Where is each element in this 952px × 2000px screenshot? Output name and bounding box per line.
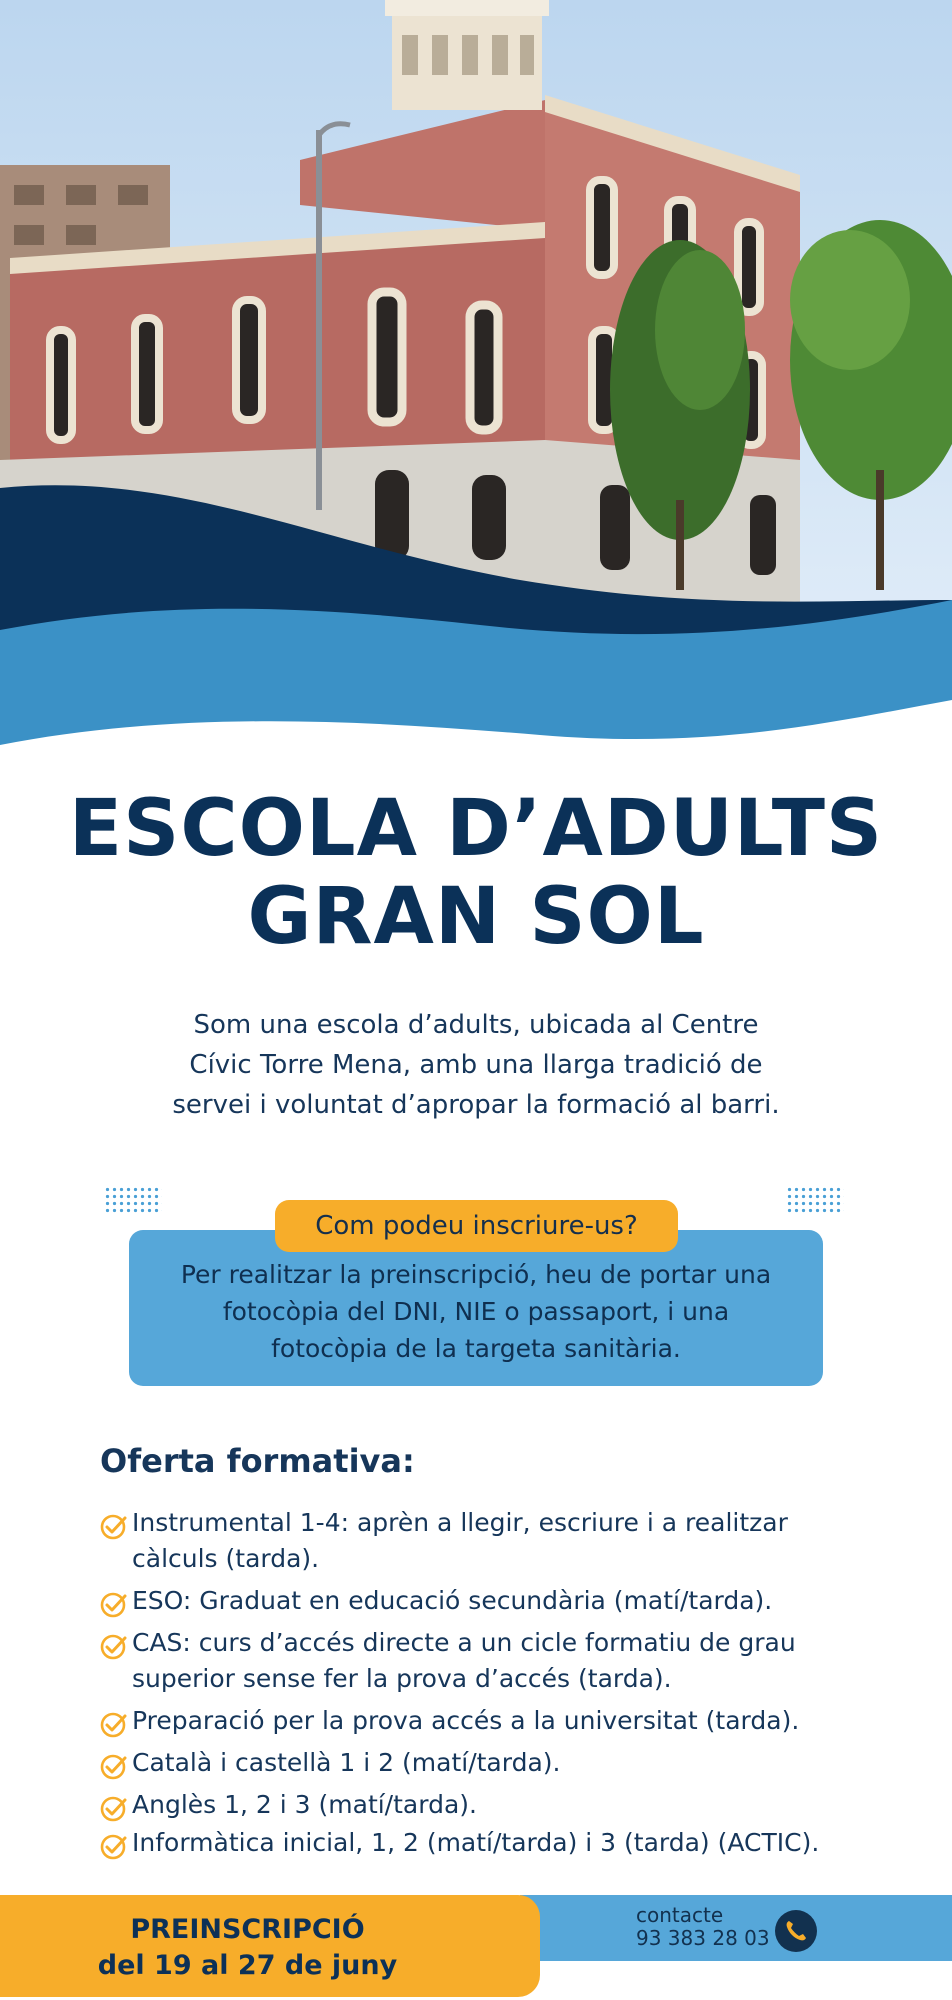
enrollment-info-box: [129, 1230, 823, 1386]
preinscription-label: [0, 1912, 495, 1984]
offer-item-university: [100, 1703, 880, 1739]
offer-item-text: Preparació per la prova accés a la universitat (tarda).: [132, 1706, 800, 1735]
enrollment-line-3: fotocòpia de la targeta sanitària.: [271, 1334, 681, 1363]
check-circle-icon: [100, 1591, 128, 1619]
contact-label: contacte: [636, 1903, 724, 1927]
offer-heading: Oferta formativa:: [100, 1442, 415, 1480]
offer-item-text: ESO: Graduat en educació secundària (matí/tarda).: [132, 1586, 773, 1615]
title-line-1: ESCOLA D’ADULTS: [68, 784, 884, 874]
offer-item-english: [100, 1787, 880, 1823]
intro-line-2: Cívic Torre Mena, amb una llarga tradició de: [189, 1050, 763, 1080]
offer-item-cas: [100, 1625, 880, 1697]
enrollment-line-1: Per realitzar la preinscripció, heu de portar una: [180, 1260, 772, 1289]
dot-grid-left: [104, 1186, 162, 1214]
offer-item-text: Català i castellà 1 i 2 (matí/tarda).: [132, 1748, 561, 1777]
offer-item-computing: [100, 1825, 880, 1861]
check-circle-icon: [100, 1711, 128, 1739]
enrollment-line-2: fotocòpia del DNI, NIE o passaport, i una: [222, 1297, 730, 1326]
check-circle-icon: [100, 1795, 128, 1823]
check-circle-icon: [100, 1753, 128, 1781]
preinscription-dates: del 19 al 27 de juny: [97, 1950, 398, 1981]
offer-item-text-cont: càlculs (tarda).: [132, 1544, 320, 1573]
offer-item-languages: [100, 1745, 880, 1781]
intro-line-3: servei i voluntat d’apropar la formació al barri.: [172, 1090, 780, 1120]
preinscription-title: PREINSCRIPCIÓ: [130, 1914, 365, 1945]
enrollment-text: [129, 1256, 823, 1367]
offer-item-text: Instrumental 1-4: aprèn a llegir, escriure i a realitzar: [132, 1508, 788, 1537]
phone-icon[interactable]: [774, 1909, 818, 1953]
title-line-2: GRAN SOL: [247, 872, 705, 962]
offer-item-eso: [100, 1583, 880, 1619]
offer-list: [100, 1505, 880, 1863]
offer-item-instrumental: [100, 1505, 880, 1577]
enrollment-question-pill: Com podeu inscriure-us?: [275, 1200, 678, 1252]
offer-item-text: Anglès 1, 2 i 3 (matí/tarda).: [132, 1790, 477, 1819]
offer-item-text: Informàtica inicial, 1, 2 (matí/tarda) i 3 (tarda) (ACTIC).: [132, 1828, 820, 1857]
page-title: [0, 785, 952, 961]
intro-paragraph: [100, 1005, 852, 1125]
dot-grid-right: [786, 1186, 844, 1214]
offer-item-text: CAS: curs d’accés directe a un cicle formatiu de grau: [132, 1628, 796, 1657]
check-circle-icon: [100, 1833, 128, 1861]
check-circle-icon: [100, 1513, 128, 1541]
contact-phone[interactable]: 93 383 28 03: [636, 1926, 770, 1950]
check-circle-icon: [100, 1633, 128, 1661]
hero-image: [0, 0, 952, 760]
building-photo: [0, 0, 952, 760]
offer-item-text-cont: superior sense fer la prova d’accés (tarda).: [132, 1664, 672, 1693]
intro-line-1: Som una escola d’adults, ubicada al Centre: [193, 1010, 759, 1040]
